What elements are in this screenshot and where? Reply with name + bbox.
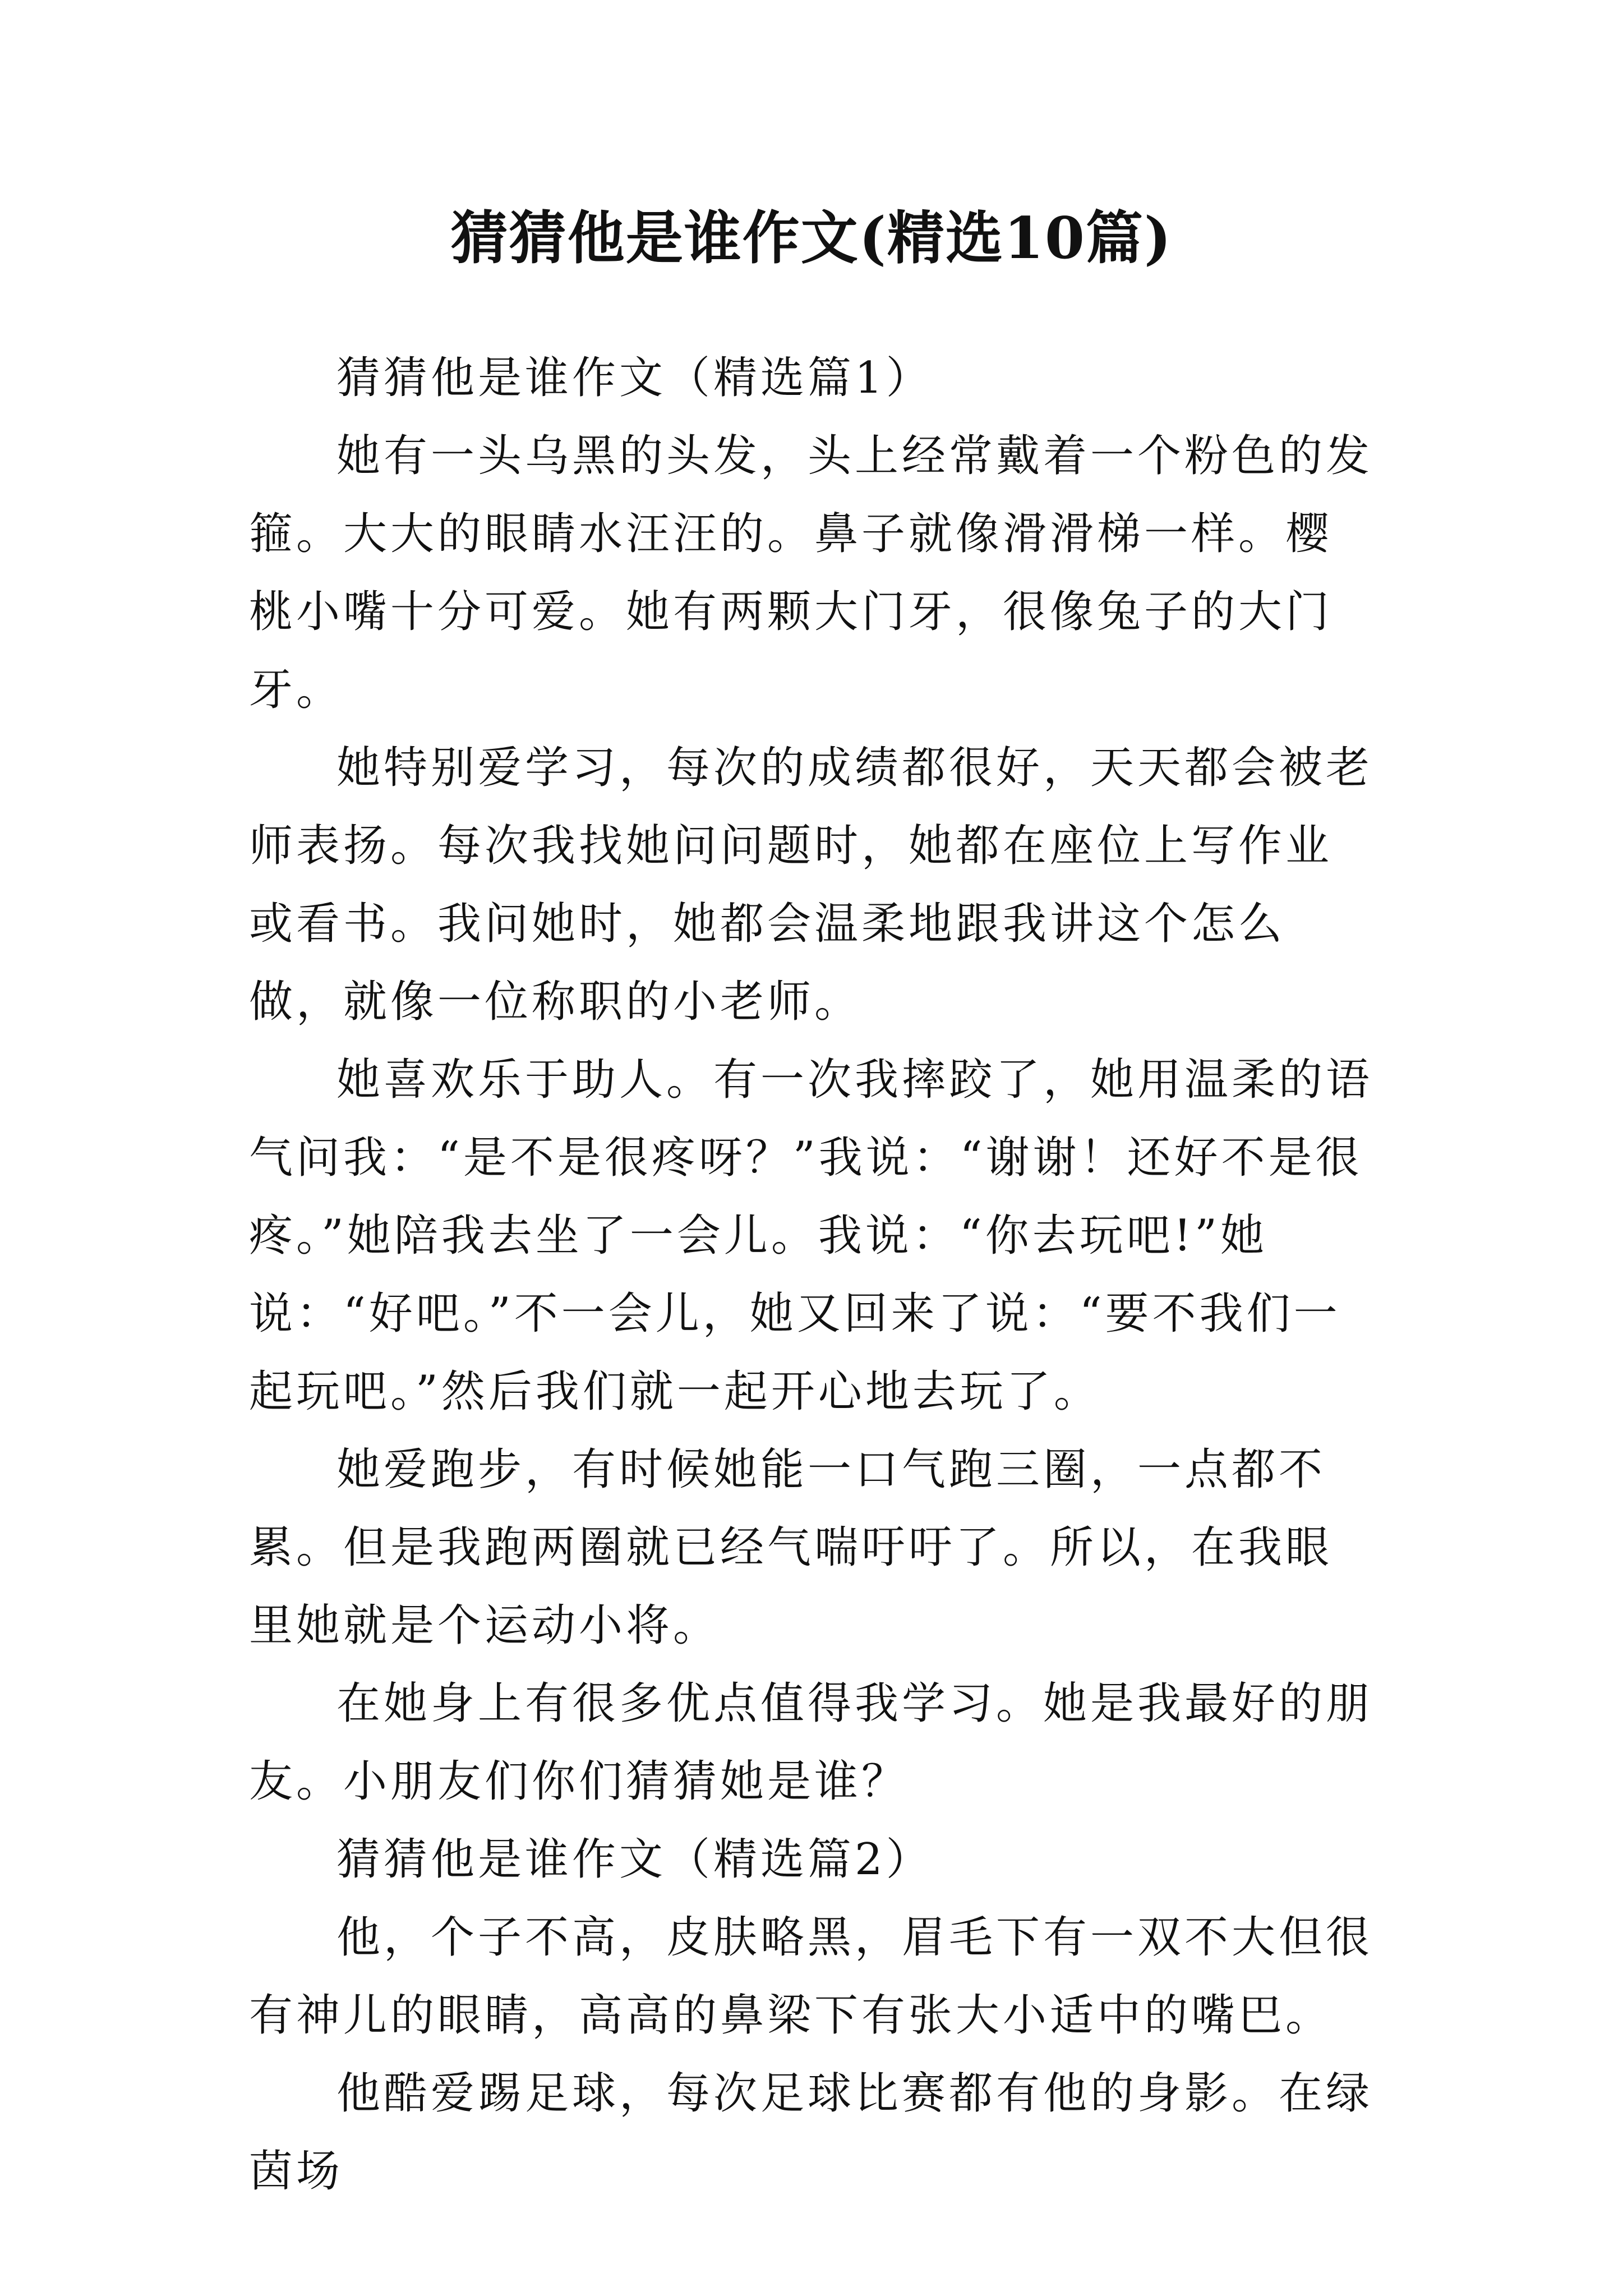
- section-heading-2: 猜猜他是谁作文（精选篇2）: [336, 1834, 933, 1885]
- section-heading-1: 猜猜他是谁作文（精选篇1）: [336, 353, 933, 403]
- paragraph: 他，个子不高，皮肤略黑，眉毛下有一双不大但很有神儿的眼睛，高高的鼻梁下有张大小适中的嘴巴。: [249, 1912, 1373, 2041]
- paragraph: 她爱跑步，有时候她能一口气跑三圈，一点都不累。但是我跑两圈就已经气喘吁吁了。所以，在我眼里她就是个运动小将。: [249, 1444, 1333, 1651]
- paragraph: 他酷爱踢足球，每次足球比赛都有他的身影。在绿茵场: [249, 2068, 1373, 2197]
- paragraph: 她有一头乌黑的头发，头上经常戴着一个粉色的发箍。大大的眼睛水汪汪的。鼻子就像滑滑梯一样。樱桃小嘴十分可爱。她有两颗大门牙，很像兔子的大门牙。: [249, 431, 1373, 715]
- paragraph: 在她身上有很多优点值得我学习。她是我最好的朋友。小朋友们你们猜猜她是谁？: [249, 1678, 1373, 1807]
- document-body: [249, 339, 1374, 2211]
- paragraph: 她喜欢乐于助人。有一次我摔跤了，她用温柔的语气问我：“是不是很疼呀？”我说：“谢谢！还好不是很疼。”她陪我去坐了一会儿。我说：“你去玩吧!”她说：“好吧。”不一会儿，她又回来了说：“要不我们一起玩吧。”然后我们就一起开心地去玩了。: [249, 1055, 1373, 1417]
- document-title: 猜猜他是谁作文(精选10篇): [450, 205, 1173, 272]
- paragraph: 她特别爱学习，每次的成绩都很好，天天都会被老师表扬。每次我找她问问题时，她都在座位上写作业或看书。我问她时，她都会温柔地跟我讲这个怎么做，就像一位称职的小老师。: [249, 743, 1373, 1027]
